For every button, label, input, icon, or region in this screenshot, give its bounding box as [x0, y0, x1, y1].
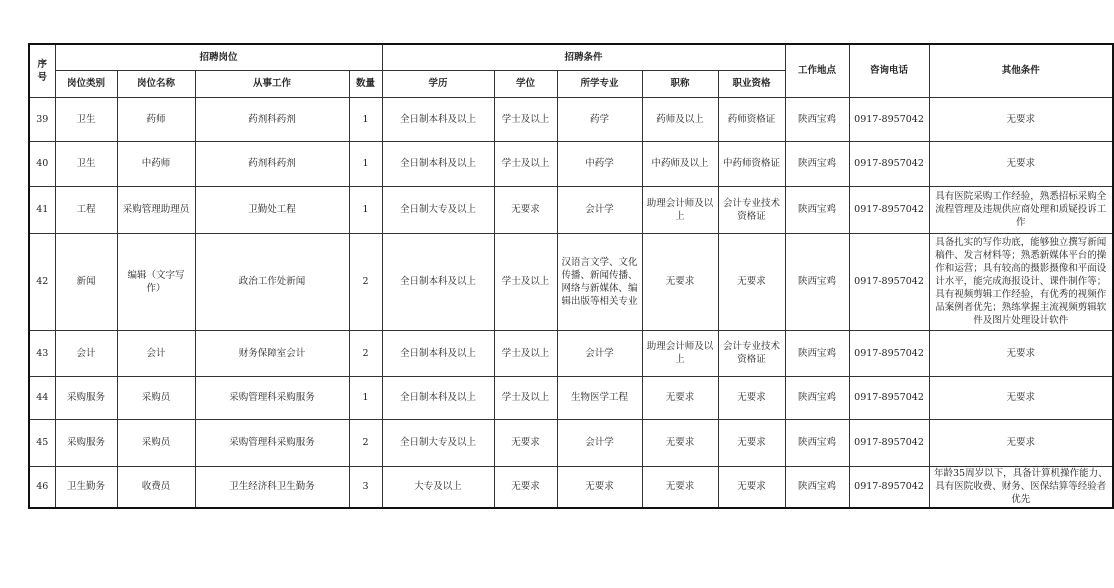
cell-category: 新闻 [55, 233, 117, 330]
cell-count: 1 [349, 141, 382, 186]
cell-phone: 0917-8957042 [849, 186, 929, 233]
cell-degree: 无要求 [494, 419, 557, 466]
cell-other: 具有医院采购工作经验，熟悉招标采购全流程管理及违规供应商处理和质疑投诉工作 [929, 186, 1113, 233]
cell-other: 具备扎实的写作功底，能够独立撰写新闻稿件、发言材料等；熟悉新媒体平台的操作和运营；具有较高的摄影摄像和平面设计水平，能完成海报设计、课件制作等；具有视频剪辑工作经验，有优秀的视频作品案例者优先；熟练掌握主流视频剪辑软件及图片处理设计软件 [929, 233, 1113, 330]
cell-other: 年龄35周岁以下，具备计算机操作能力、具有医院收费、财务、医保结算等经验者优先 [929, 466, 1113, 508]
header-post-name: 岗位名称 [117, 70, 195, 97]
cell-category: 采购服务 [55, 419, 117, 466]
cell-education: 全日制本科及以上 [382, 141, 494, 186]
table-row [29, 330, 1113, 376]
cell-work: 药剂科药剂 [195, 141, 349, 186]
table-row [29, 419, 1113, 466]
header-group-post: 招聘岗位 [55, 44, 382, 70]
cell-degree: 学士及以上 [494, 376, 557, 419]
header-qualification: 职业资格 [718, 70, 785, 97]
table-row [29, 97, 1113, 141]
cell-work: 卫勤处工程 [195, 186, 349, 233]
header-row-top [29, 44, 1113, 70]
cell-seq: 41 [29, 186, 55, 233]
cell-title: 助理会计师及以上 [642, 330, 718, 376]
cell-post: 会计 [117, 330, 195, 376]
cell-education: 全日制本科及以上 [382, 330, 494, 376]
cell-category: 会计 [55, 330, 117, 376]
cell-qualification: 会计专业技术资格证 [718, 330, 785, 376]
header-other: 其他条件 [929, 44, 1113, 97]
cell-education: 大专及以上 [382, 466, 494, 508]
cell-other: 无要求 [929, 419, 1113, 466]
cell-phone: 0917-8957042 [849, 376, 929, 419]
cell-phone: 0917-8957042 [849, 141, 929, 186]
cell-seq: 43 [29, 330, 55, 376]
cell-category: 采购服务 [55, 376, 117, 419]
cell-degree: 学士及以上 [494, 233, 557, 330]
cell-major: 生物医学工程 [557, 376, 642, 419]
cell-phone: 0917-8957042 [849, 466, 929, 508]
cell-work: 财务保障室会计 [195, 330, 349, 376]
table-row [29, 233, 1113, 330]
cell-qualification: 中药师资格证 [718, 141, 785, 186]
cell-degree: 学士及以上 [494, 330, 557, 376]
cell-qualification: 无要求 [718, 233, 785, 330]
cell-title: 无要求 [642, 376, 718, 419]
cell-qualification: 会计专业技术资格证 [718, 186, 785, 233]
cell-post: 编辑（文字写作） [117, 233, 195, 330]
header-degree: 学位 [494, 70, 557, 97]
header-work: 从事工作 [195, 70, 349, 97]
cell-category: 卫生勤务 [55, 466, 117, 508]
cell-other: 无要求 [929, 330, 1113, 376]
cell-title: 助理会计师及以上 [642, 186, 718, 233]
cell-title: 药师及以上 [642, 97, 718, 141]
cell-qualification: 无要求 [718, 376, 785, 419]
cell-work: 药剂科药剂 [195, 97, 349, 141]
cell-degree: 无要求 [494, 186, 557, 233]
cell-post: 中药师 [117, 141, 195, 186]
cell-major: 会计学 [557, 330, 642, 376]
cell-major: 会计学 [557, 186, 642, 233]
header-count: 数量 [349, 70, 382, 97]
header-category: 岗位类别 [55, 70, 117, 97]
cell-qualification: 无要求 [718, 419, 785, 466]
header-phone: 咨询电话 [849, 44, 929, 97]
cell-location: 陕西宝鸡 [785, 97, 849, 141]
cell-phone: 0917-8957042 [849, 419, 929, 466]
table-row [29, 466, 1113, 508]
cell-count: 2 [349, 330, 382, 376]
cell-count: 3 [349, 466, 382, 508]
cell-education: 全日制大专及以上 [382, 419, 494, 466]
cell-major: 药学 [557, 97, 642, 141]
cell-degree: 无要求 [494, 466, 557, 508]
header-location: 工作地点 [785, 44, 849, 97]
cell-location: 陕西宝鸡 [785, 466, 849, 508]
cell-seq: 44 [29, 376, 55, 419]
table-row [29, 186, 1113, 233]
header-major: 所学专业 [557, 70, 642, 97]
cell-location: 陕西宝鸡 [785, 330, 849, 376]
cell-post: 采购员 [117, 376, 195, 419]
cell-phone: 0917-8957042 [849, 330, 929, 376]
cell-other: 无要求 [929, 376, 1113, 419]
table-row [29, 376, 1113, 419]
cell-degree: 学士及以上 [494, 141, 557, 186]
cell-post: 收费员 [117, 466, 195, 508]
cell-title: 中药师及以上 [642, 141, 718, 186]
cell-major: 汉语言文学、文化传播、新闻传播、网络与新媒体、编辑出版等相关专业 [557, 233, 642, 330]
cell-major: 中药学 [557, 141, 642, 186]
cell-category: 卫生 [55, 97, 117, 141]
cell-post: 药师 [117, 97, 195, 141]
cell-post: 采购员 [117, 419, 195, 466]
cell-title: 无要求 [642, 466, 718, 508]
cell-count: 2 [349, 419, 382, 466]
cell-count: 1 [349, 97, 382, 141]
cell-phone: 0917-8957042 [849, 233, 929, 330]
cell-education: 全日制本科及以上 [382, 97, 494, 141]
recruitment-table [28, 43, 1114, 509]
cell-seq: 40 [29, 141, 55, 186]
header-group-conditions: 招聘条件 [382, 44, 785, 70]
cell-other: 无要求 [929, 141, 1113, 186]
cell-education: 全日制大专及以上 [382, 186, 494, 233]
cell-location: 陕西宝鸡 [785, 376, 849, 419]
table-row [29, 141, 1113, 186]
cell-education: 全日制本科及以上 [382, 376, 494, 419]
cell-work: 政治工作处新闻 [195, 233, 349, 330]
cell-work: 采购管理科采购服务 [195, 376, 349, 419]
cell-qualification: 药师资格证 [718, 97, 785, 141]
cell-count: 1 [349, 376, 382, 419]
cell-work: 采购管理科采购服务 [195, 419, 349, 466]
cell-location: 陕西宝鸡 [785, 141, 849, 186]
header-title: 职称 [642, 70, 718, 97]
cell-category: 卫生 [55, 141, 117, 186]
cell-post: 采购管理助理员 [117, 186, 195, 233]
cell-location: 陕西宝鸡 [785, 233, 849, 330]
cell-count: 2 [349, 233, 382, 330]
cell-seq: 46 [29, 466, 55, 508]
cell-category: 工程 [55, 186, 117, 233]
cell-phone: 0917-8957042 [849, 97, 929, 141]
cell-seq: 39 [29, 97, 55, 141]
cell-location: 陕西宝鸡 [785, 419, 849, 466]
cell-major: 会计学 [557, 419, 642, 466]
cell-seq: 42 [29, 233, 55, 330]
cell-education: 全日制本科及以上 [382, 233, 494, 330]
cell-seq: 45 [29, 419, 55, 466]
cell-qualification: 无要求 [718, 466, 785, 508]
cell-other: 无要求 [929, 97, 1113, 141]
cell-degree: 学士及以上 [494, 97, 557, 141]
header-education: 学历 [382, 70, 494, 97]
cell-count: 1 [349, 186, 382, 233]
cell-title: 无要求 [642, 419, 718, 466]
cell-work: 卫生经济科卫生勤务 [195, 466, 349, 508]
header-seq: 序号 [29, 44, 55, 97]
cell-title: 无要求 [642, 233, 718, 330]
cell-location: 陕西宝鸡 [785, 186, 849, 233]
cell-major: 无要求 [557, 466, 642, 508]
